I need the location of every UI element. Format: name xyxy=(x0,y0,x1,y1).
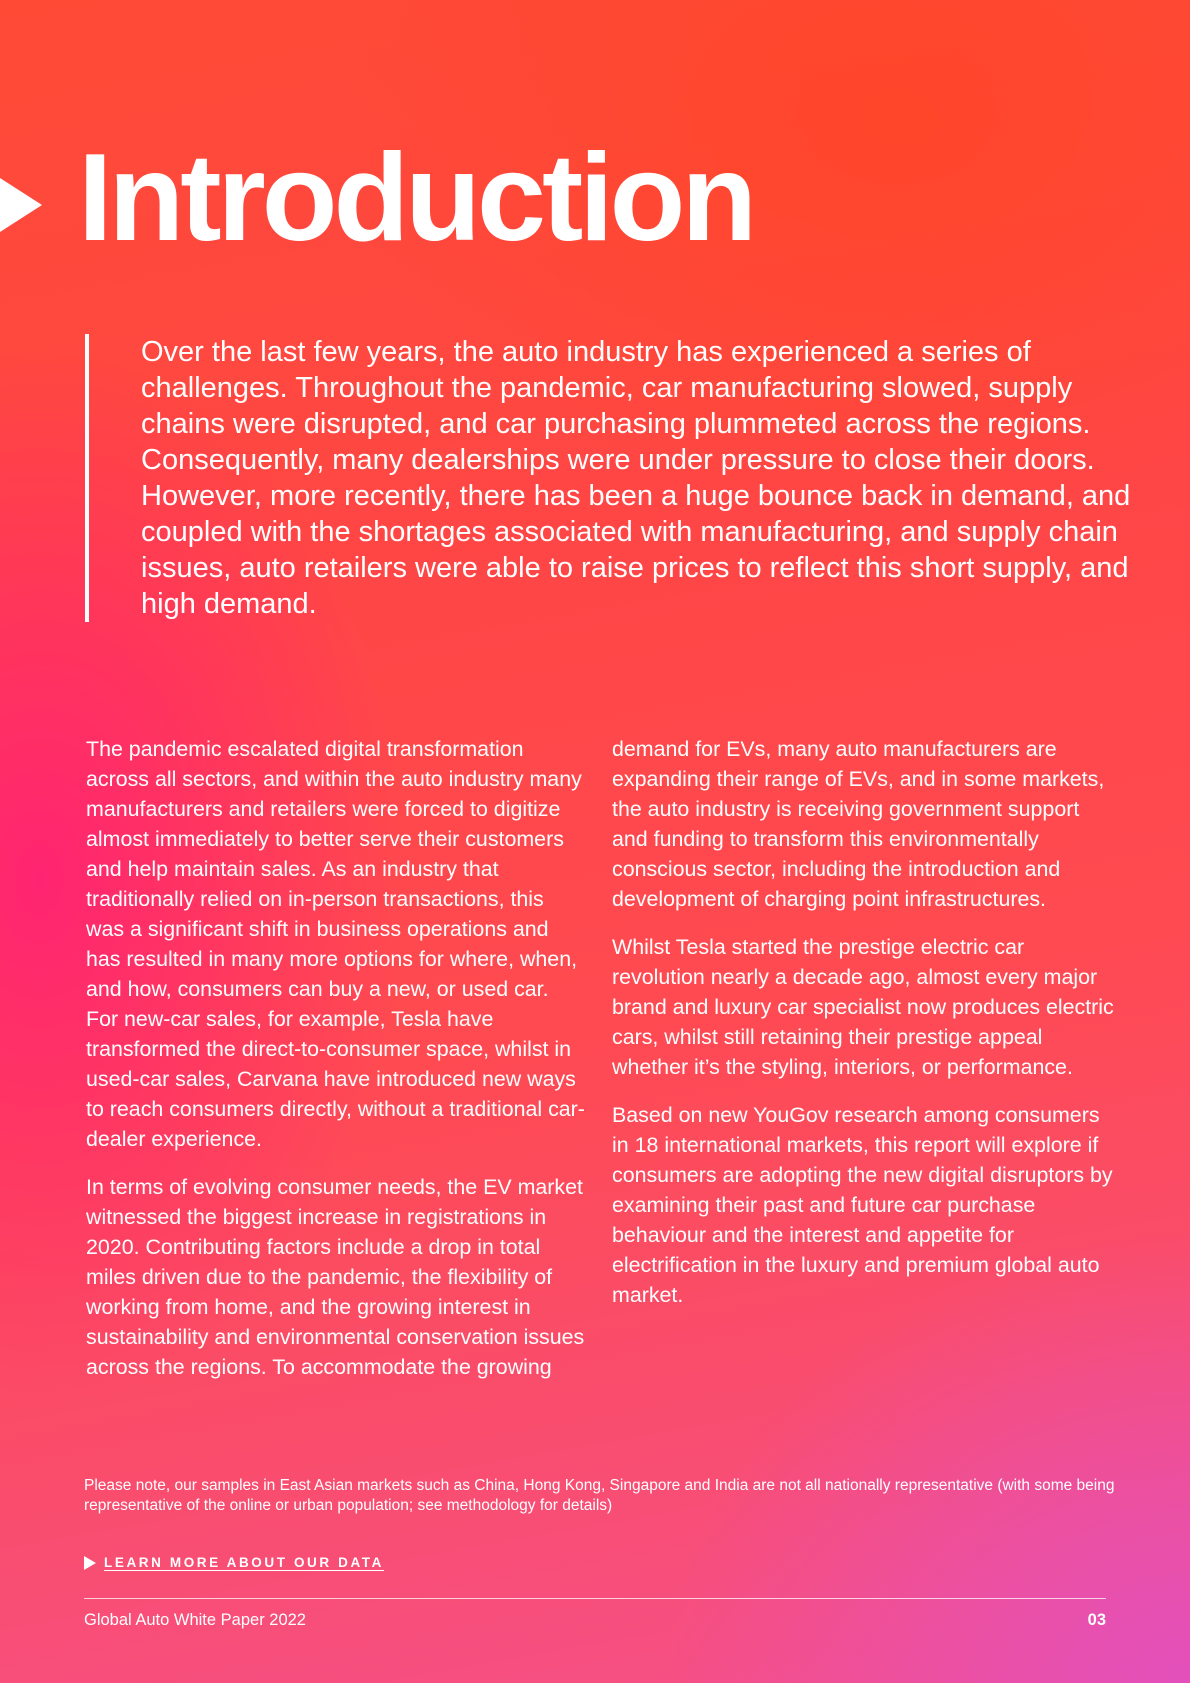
learn-more-link[interactable] xyxy=(84,1555,384,1570)
play-icon xyxy=(84,1556,96,1570)
page-title: Introduction xyxy=(78,129,754,267)
body-paragraph: The pandemic escalated digital transformation across all sectors, and within the auto industry many manufacturers and retailers were forced to digitize almost immediately to better serve their customers and help maintain sales. As an industry that traditionally relied on in-person transactions, this was a significant shift in business operations and has resulted in many more options for where, when, and how, consumers can buy a new, or used car. For new-car sales, for example, Tesla have transformed the direct-to-consumer space, whilst in used-car sales, Carvana have introduced new ways to reach consumers directly, without a traditional car-dealer experience. xyxy=(86,737,585,1151)
body-paragraph: Whilst Tesla started the prestige electric car revolution nearly a decade ago, almost every major brand and luxury car specialist now produces electric cars, whilst still retaining their prestige appeal whether it’s the styling, interiors, or performance. xyxy=(612,935,1114,1079)
body-paragraph: In terms of evolving consumer needs, the EV market witnessed the biggest increase in registrations in 2020. Contributing factors include a drop in total miles driven due to the pandemic, the flexibility of working from home, and the growing interest in sustainability and environmental conservation issues across the regions. To accommodate the growing xyxy=(86,1175,585,1379)
body-paragraph: Based on new YouGov research among consumers in 18 international markets, this report will explore if consumers are adopting the new digital disruptors by examining their past and future car purchase behaviour and the interest and appetite for electrification in the luxury and premium global auto market. xyxy=(612,1103,1113,1307)
body-paragraph: demand for EVs, many auto manufacturers are expanding their range of EVs, and in some markets, the auto industry is receiving government support and funding to transform this environmentally conscious sector, including the introduction and development of charging point infrastructures. xyxy=(612,737,1105,911)
learn-more-label: LEARN MORE ABOUT OUR DATA xyxy=(104,1555,384,1570)
page-number: 03 xyxy=(1087,1611,1106,1629)
body-column-right xyxy=(612,734,1117,1328)
body-column-left xyxy=(86,734,586,1400)
footer-publication-title: Global Auto White Paper 2022 xyxy=(84,1611,306,1629)
footnote: Please note, our samples in East Asian markets such as China, Hong Kong, Singapore and India are not all nationally representative (with some being representative of the online or urban population; see methodology for details) xyxy=(84,1477,1115,1514)
footer-divider xyxy=(84,1598,1106,1599)
intro-pull-quote xyxy=(85,334,1146,622)
intro-quote-text: Over the last few years, the auto industry has experienced a series of challenges. Throughout the pandemic, car manufacturing slowed, supply chains were disrupted, and car purchasing plummeted across the regions. Consequently, many dealerships were under pressure to close their doors. However, more recently, there has been a huge bounce back in demand, and coupled with the shortages associated with manufacturing, and supply chain issues, auto retailers were able to raise prices to reflect this short supply, and high demand. xyxy=(141,336,1131,620)
section-arrow-icon xyxy=(0,178,42,232)
